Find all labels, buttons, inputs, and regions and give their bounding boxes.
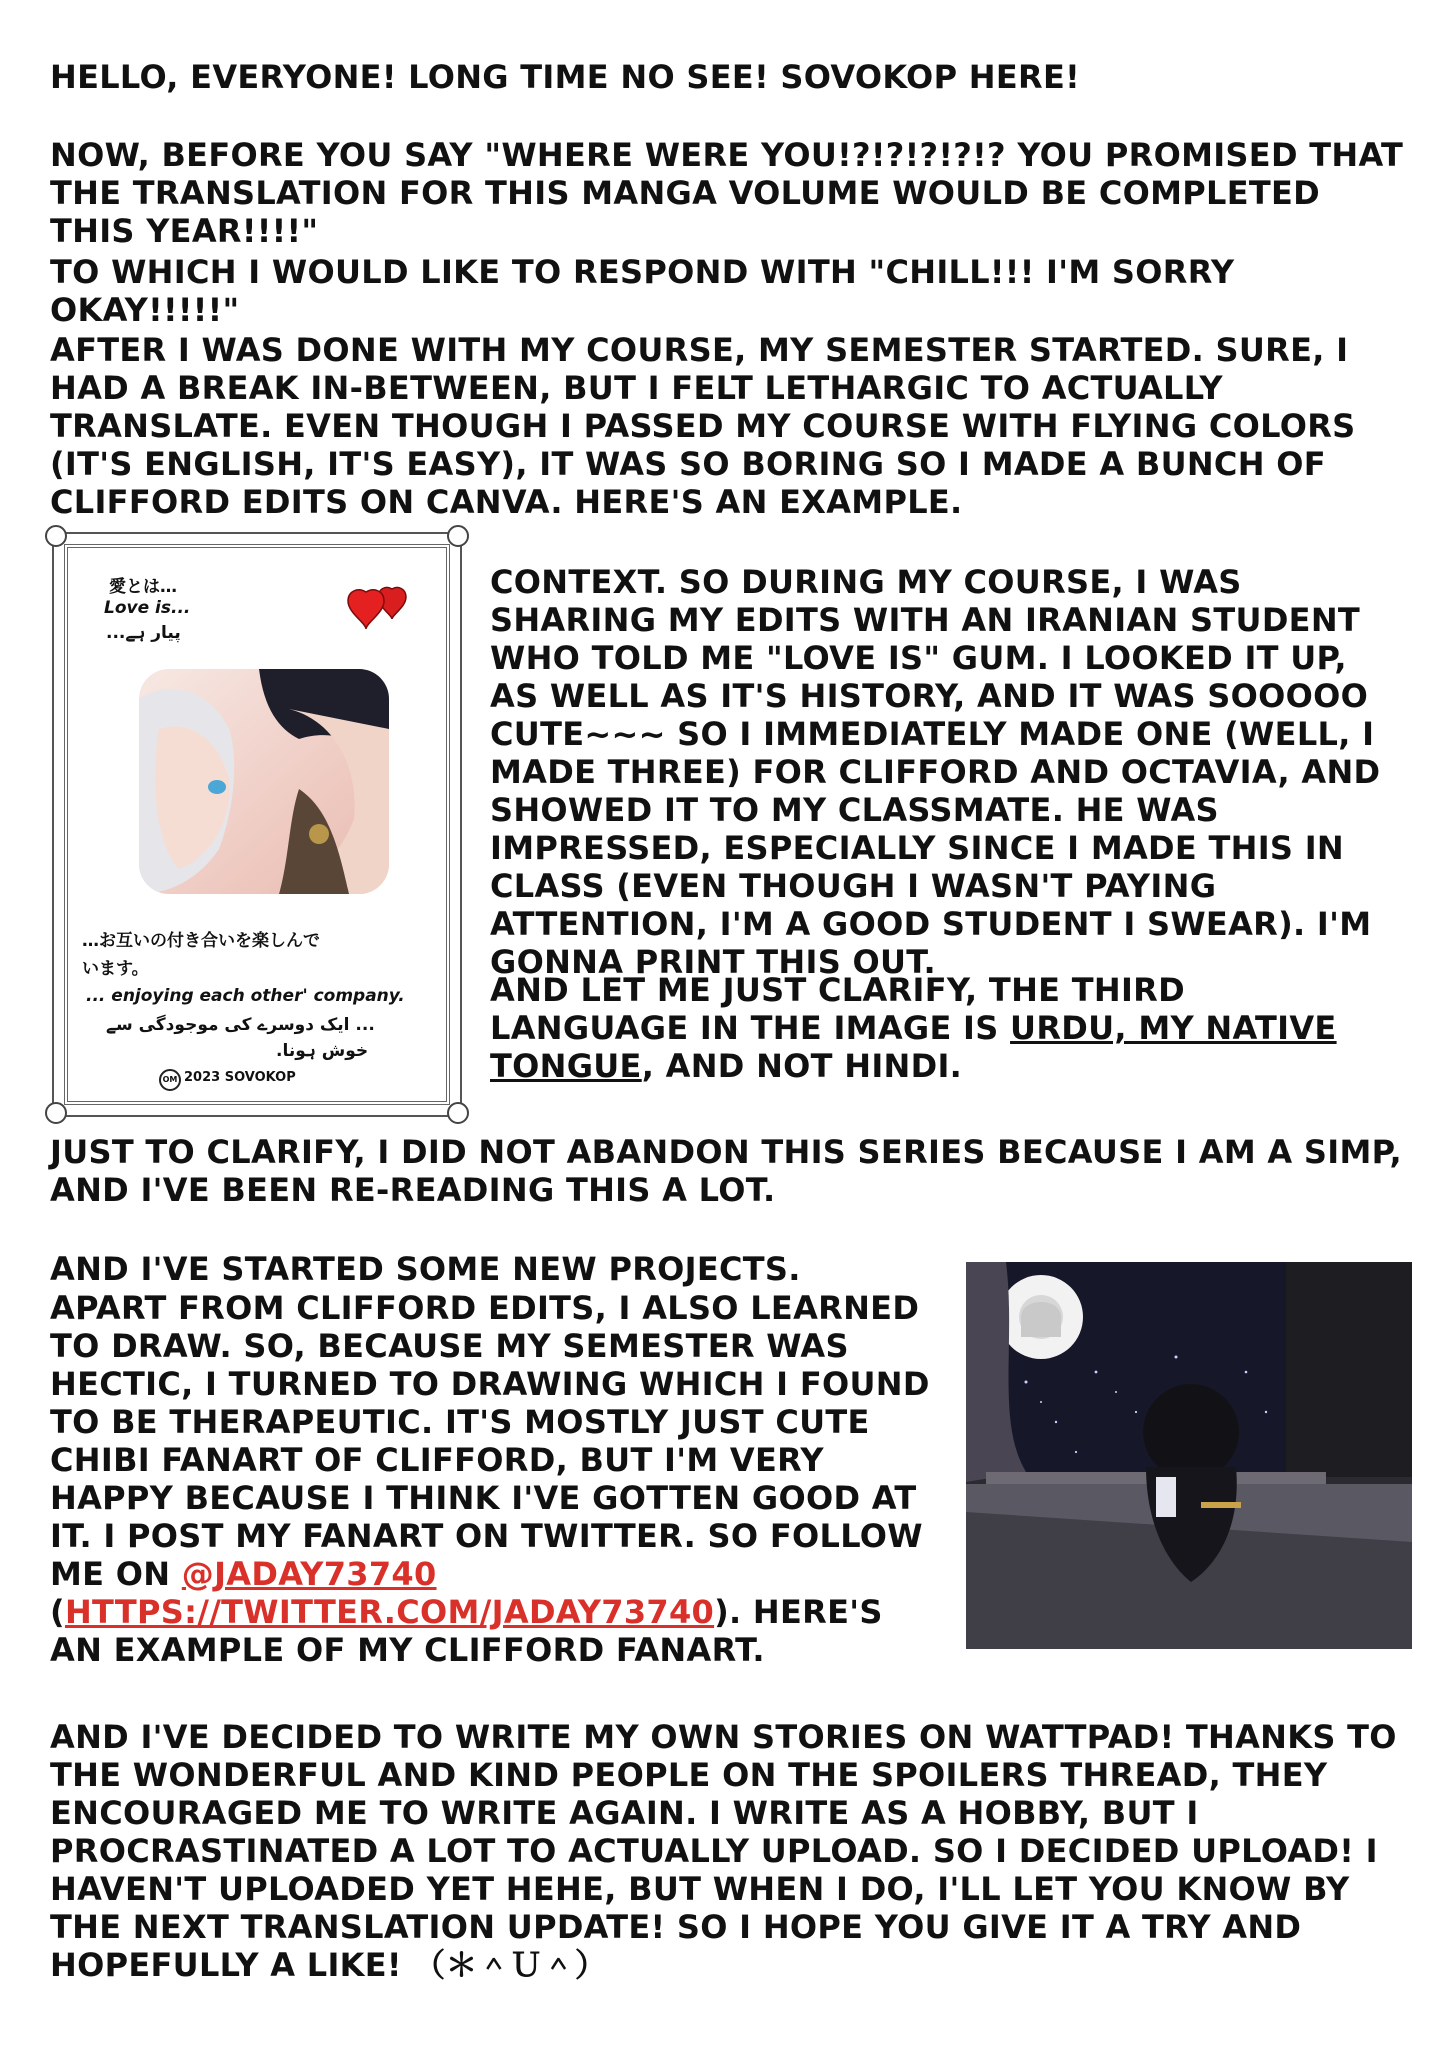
frame-ornament bbox=[45, 525, 67, 547]
paragraph-context: CONTEXT. SO DURING MY COURSE, I WAS SHARING MY EDITS WITH AN IRANIAN STUDENT WHO TOLD ME "LOVE IS" GUM. I LOOKED IT UP, AS WELL AS IT'S HISTORY, AND IT WAS SOOOOO CUTE~~~ SO I IMMEDIATELY MADE ONE (WELL, I MADE THREE) FOR CLIFFORD AND OCTAVIA, AND SHOWED IT TO MY CLASSMATE. HE WAS IMPRESSED, ESPECIALLY SINCE I MADE THIS IN CLASS (EVEN THOUGH I WASN'T PAYING ATTENTION, I'M A GOOD STUDENT I SWEAR). I'M GONNA PRINT THIS OUT. bbox=[490, 563, 1381, 981]
frame-ornament bbox=[447, 525, 469, 547]
paren-open: ( bbox=[50, 1593, 65, 1631]
manga-couple-image bbox=[139, 669, 389, 894]
urdu-clarify-text: AND LET ME JUST CLARIFY, THE THIRD LANGUAGE IN THE IMAGE IS bbox=[490, 971, 1185, 1047]
frame-ornament bbox=[447, 1102, 469, 1124]
drawing-tail: ). HERE'S AN EXAMPLE OF MY CLIFFORD FANART. bbox=[50, 1593, 883, 1669]
urdu-native-tongue: URDU, MY NATIVE TONGUE bbox=[490, 1009, 1337, 1085]
card-body-urdu-1: ... ایک دوسرے کی موجودگی سے bbox=[106, 1015, 375, 1035]
paragraph-new-projects: AND I'VE STARTED SOME NEW PROJECTS. bbox=[50, 1250, 801, 1288]
paragraph-wattpad: AND I'VE DECIDED TO WRITE MY OWN STORIES ON WATTPAD! THANKS TO THE WONDERFUL AND KIND PEOPLE ON THE SPOILERS THREAD, THEY ENCOURAGED ME TO WRITE AGAIN. I WRITE AS A HOBBY, BUT I PROCRASTINATED A LOT TO ACTUALLY UPLOAD. SO I DECIDED UPLOAD! I HAVEN'T UPLOADED YET HEHE, BUT WHEN I DO, I'LL LET YOU KNOW BY THE NEXT TRANSLATION UPDATE! SO I HOPE YOU GIVE IT A TRY AND HOPEFULLY A LIKE! （＊＾Ｕ＾） bbox=[50, 1718, 1397, 1984]
card-title-japanese: 愛とは… bbox=[109, 577, 177, 597]
card-body-english: ... enjoying each other' company. bbox=[86, 986, 405, 1006]
twitter-handle-link[interactable]: @JADAY73740 bbox=[181, 1555, 437, 1593]
copyright-icon: OM bbox=[159, 1069, 181, 1091]
card-title-english: Love is... bbox=[104, 598, 191, 618]
paragraph-course: AFTER I WAS DONE WITH MY COURSE, MY SEMESTER STARTED. SURE, I HAD A BREAK IN-BETWEEN, BUT I FELT LETHARGIC TO ACTUALLY TRANSLATE. EVEN THOUGH I PASSED MY COURSE WITH FLYING COLORS (IT'S ENGLISH, IT'S EASY), IT WAS SO BORING SO I MADE A BUNCH OF CLIFFORD EDITS ON CANVA. HERE'S AN EXAMPLE. bbox=[50, 331, 1356, 521]
drawing-text: APART FROM CLIFFORD EDITS, I ALSO LEARNED TO DRAW. SO, BECAUSE MY SEMESTER WAS HECTIC, I TURNED TO DRAWING WHICH I FOUND TO BE THERAPEUTIC. IT'S MOSTLY JUST CUTE CHIBI FANART OF CLIFFORD, BUT I'M VERY HAPPY BECAUSE I THINK I'VE GOTTEN GOOD AT IT. I POST MY FANART ON TWITTER. SO FOLLOW ME ON bbox=[50, 1289, 930, 1593]
paragraph-urdu-clarify bbox=[490, 971, 1390, 1085]
frame-ornament bbox=[45, 1102, 67, 1124]
clifford-fanart-image bbox=[966, 1262, 1412, 1649]
hearts-icon bbox=[344, 579, 408, 635]
paragraph-response: TO WHICH I WOULD LIKE TO RESPOND WITH "CHILL!!! I'M SORRY OKAY!!!!!" bbox=[50, 253, 1235, 329]
paragraph-simp: JUST TO CLARIFY, I DID NOT ABANDON THIS SERIES BECAUSE I AM A SIMP, AND I'VE BEEN RE-READING THIS A LOT. bbox=[50, 1133, 1402, 1209]
intro-greeting: HELLO, EVERYONE! LONG TIME NO SEE! SOVOKOP HERE! bbox=[50, 58, 1080, 96]
paragraph-drawing bbox=[50, 1289, 940, 1669]
card-body-japanese-2: います。 bbox=[82, 959, 149, 979]
urdu-clarify-tail: , AND NOT HINDI. bbox=[641, 1047, 963, 1085]
twitter-url-link[interactable]: HTTPS://TWITTER.COM/JADAY73740 bbox=[64, 1593, 715, 1631]
love-is-card bbox=[52, 532, 462, 1117]
card-title-urdu: پیار ہے... bbox=[106, 623, 181, 643]
card-body-japanese-1: …お互いの付き合いを楽しんで bbox=[82, 931, 320, 951]
paragraph-where-were-you: NOW, BEFORE YOU SAY "WHERE WERE YOU!?!?!?!?!? YOU PROMISED THAT THE TRANSLATION FOR THIS MANGA VOLUME WOULD BE COMPLETED THIS YEAR!!!!" bbox=[50, 136, 1404, 250]
card-copyright: 2023 SOVOKOP bbox=[184, 1070, 296, 1085]
card-body-urdu-2: خوش ہونا. bbox=[276, 1041, 369, 1061]
